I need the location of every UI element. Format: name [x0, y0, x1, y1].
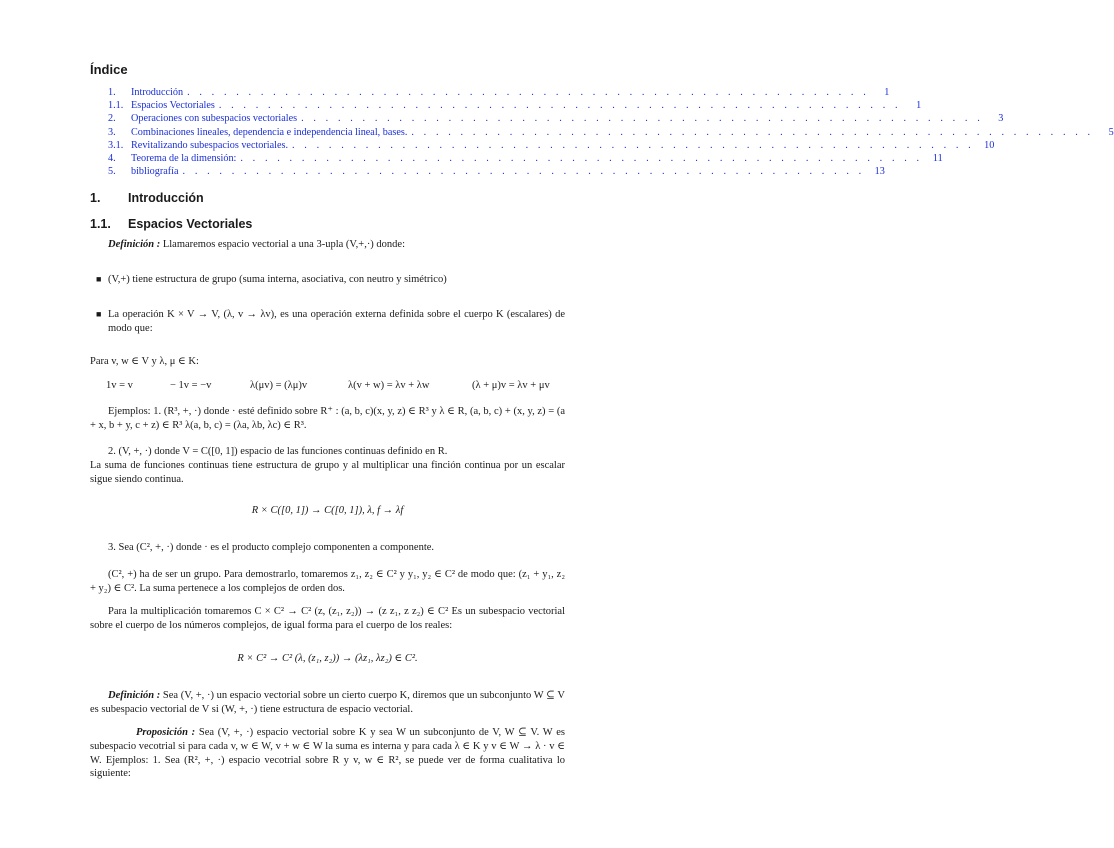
axiom-equation: 1v = v — [106, 380, 133, 391]
toc-dot-leader: . . . . . . . . . . . . . . . . . . . . . . . . . . . . . . . . . . . . . . . . . . . . . . . . . . . . . . . . — [240, 152, 923, 164]
toc-entry-1-1[interactable] — [108, 100, 922, 113]
toc-entry-number: 3.1. — [108, 139, 124, 151]
section-number: 1. — [90, 191, 101, 205]
toc-entry-number: 4. — [108, 152, 116, 164]
example-3-group-paragraph: (C², +) ha de ser un grupo. Para demostrarlo, tomaremos z₁, z₂ ∈ C² y y₁, y₂ ∈ C² de modo que: (z₁ + y₁, z₂ + y₂) ∈ C². La suma pertenece a los complejos de orden dos. — [90, 569, 565, 594]
proposition-paragraph — [90, 726, 565, 781]
table-of-contents — [108, 87, 1114, 179]
example-2-formula: R × C([0, 1]) → C([0, 1]), λ, f → λf — [251, 505, 404, 516]
toc-entry-5[interactable] — [108, 166, 885, 179]
toc-dot-leader: . . . . . . . . . . . . . . . . . . . . . . . . . . . . . . . . . . . . . . . . . . . . . . . . . . . . . . . . — [301, 113, 984, 125]
scalar-domain-line: Para v, w ∈ V y λ, μ ∈ K: — [90, 356, 199, 367]
toc-entry-number: 3. — [108, 126, 116, 138]
axiom-equation: − 1v = −v — [170, 380, 212, 391]
toc-entry-title: bibliografía — [131, 166, 179, 178]
toc-entry-page: 10 — [984, 139, 995, 151]
example-2-paragraph: La suma de funciones continuas tiene estructura de grupo y al multiplicar una finción continua por un escalar sigue siendo continua. — [90, 460, 565, 485]
section-heading-introduccion — [90, 191, 204, 205]
toc-dot-leader: . . . . . . . . . . . . . . . . . . . . . . . . . . . . . . . . . . . . . . . . . . . . . . . . . . . . . . . . — [411, 126, 1094, 138]
axiom-equation: λ(v + w) = λv + λw — [348, 380, 430, 391]
bullet-icon: ■ — [96, 309, 102, 319]
proposition-text: Sea (V, +, ·) espacio vectorial sobre K y sea W un subconjunto de V, W ⊆ V. W es subespacio vecotrial si para cada v, w ∈ W, v + w ∈ W la suma es interna y para cada λ ∈ K y v ∈ W → λ · v ∈ W. Ejemplos: 1. Sea (R², +, ·) espacio vecotrial sobre R y v, w ∈ R², se puede ver de forma cualitativa lo siguiente: — [90, 727, 565, 780]
toc-dot-leader: . . . . . . . . . . . . . . . . . . . . . . . . . . . . . . . . . . . . . . . . . . . . . . . . . . . . . . . . — [218, 100, 902, 112]
example-3-formula: R × C² → C² (λ, (z₁, z₂)) → (λz₁, λz₂) ∈ C². — [237, 653, 418, 664]
example-3-line: 3. Sea (C², +, ·) donde · es el producto complejo componenten a componente. — [108, 542, 435, 553]
toc-entry-2[interactable] — [108, 113, 1004, 126]
definition-2-paragraph — [90, 689, 565, 717]
section-title: Introducción — [128, 191, 204, 205]
toc-entry-3[interactable] — [108, 126, 1114, 140]
toc-entry-number: 2. — [108, 113, 116, 125]
toc-entry-title: Teorema de la dimensión: — [131, 152, 237, 164]
definition-label: Definición : — [108, 690, 161, 701]
toc-entry-1[interactable] — [108, 87, 890, 100]
toc-entry-number: 1. — [108, 87, 116, 98]
toc-entry-number: 5. — [108, 166, 116, 178]
example-3-multiplication-paragraph: Para la multiplicación tomaremos C × C² → C² (z, (z₁, z₂)) → (z z₁, z z₂) ∈ C² Es un subespacio vectorial sobre el cuerpo de los números complejos, de igual forma para el cuerpo de los reales: — [90, 606, 565, 631]
section-title: Espacios Vectoriales — [128, 217, 253, 231]
toc-entry-4[interactable] — [108, 152, 943, 166]
toc-entry-3-1[interactable] — [108, 139, 995, 153]
example-1-paragraph: Ejemplos: 1. (R³, +, ·) donde · esté definido sobre R⁺ : (a, b, c)(x, y, z) ∈ R³ y λ ∈ R, (a, b, c) + (x, y, z) = (a + x, b + y, c + z) ∈ R³ λ(a, b, c) = (λa, λb, λc) ∈ R³. — [90, 406, 565, 431]
toc-dot-leader: . . . . . . . . . . . . . . . . . . . . . . . . . . . . . . . . . . . . . . . . . . . . . . . . . . . . . . . . — [292, 139, 975, 151]
toc-entry-page: 13 — [874, 166, 885, 178]
definition-text: Sea (V, +, ·) un espacio vectorial sobre un cierto cuerpo K, diremos que un subconjunto W ⊆ V es subespacio vectorial de V si (W, +, ·) tiene estructura de espacio vectorial. — [90, 690, 566, 715]
toc-entry-page: 11 — [932, 152, 943, 164]
section-number: 1.1. — [90, 217, 111, 231]
section-heading-espacios-vectoriales — [90, 217, 252, 231]
toc-dot-leader: . . . . . . . . . . . . . . . . . . . . . . . . . . . . . . . . . . . . . . . . . . . . . . . . . . . . . . . . — [187, 87, 870, 98]
list-item — [96, 308, 565, 336]
toc-entry-page: 1 — [916, 100, 922, 112]
example-2-line: 2. (V, +, ·) donde V = C([0, 1]) espacio de las funciones continuas definido en R. — [108, 446, 448, 457]
toc-entry-title: Revitalizando subespacios vectoriales. — [131, 139, 289, 151]
list-item-text: La operación K × V → V, (λ, v → λv), es una operación externa definida sobre el cuerpo K (escalares) de modo que: — [108, 309, 565, 334]
toc-entry-title: Espacios Vectoriales — [131, 100, 215, 112]
definition-label: Definición : — [108, 239, 161, 250]
bullet-icon: ■ — [96, 274, 102, 284]
toc-entry-page: 5 — [1108, 126, 1114, 138]
toc-entry-title: Combinaciones lineales, dependencia e independencia lineal, bases. — [131, 126, 408, 138]
toc-entry-title: Operaciones con subespacios vectoriales — [131, 113, 298, 125]
axiom-equation: λ(μv) = (λμ)v — [250, 380, 308, 391]
toc-entry-title: Introducción — [131, 87, 184, 98]
toc-entry-page: 3 — [998, 113, 1004, 125]
proposition-label: Proposición : — [136, 727, 196, 738]
toc-dot-leader: . . . . . . . . . . . . . . . . . . . . . . . . . . . . . . . . . . . . . . . . . . . . . . . . . . . . . . . . — [182, 166, 865, 178]
list-item — [96, 273, 565, 287]
list-item-text: (V,+) tiene estructura de grupo (suma interna, asociativa, con neutro y simétrico) — [108, 274, 447, 285]
toc-heading: Índice — [90, 62, 128, 77]
definition-paragraph — [90, 238, 565, 252]
definition-text: Llamaremos espacio vectorial a una 3-upla (V,+,·) donde: — [160, 239, 406, 250]
axiom-equation: (λ + μ)v = λv + μv — [472, 380, 550, 391]
toc-entry-page: 1 — [884, 87, 890, 98]
toc-entry-number: 1.1. — [108, 100, 124, 112]
